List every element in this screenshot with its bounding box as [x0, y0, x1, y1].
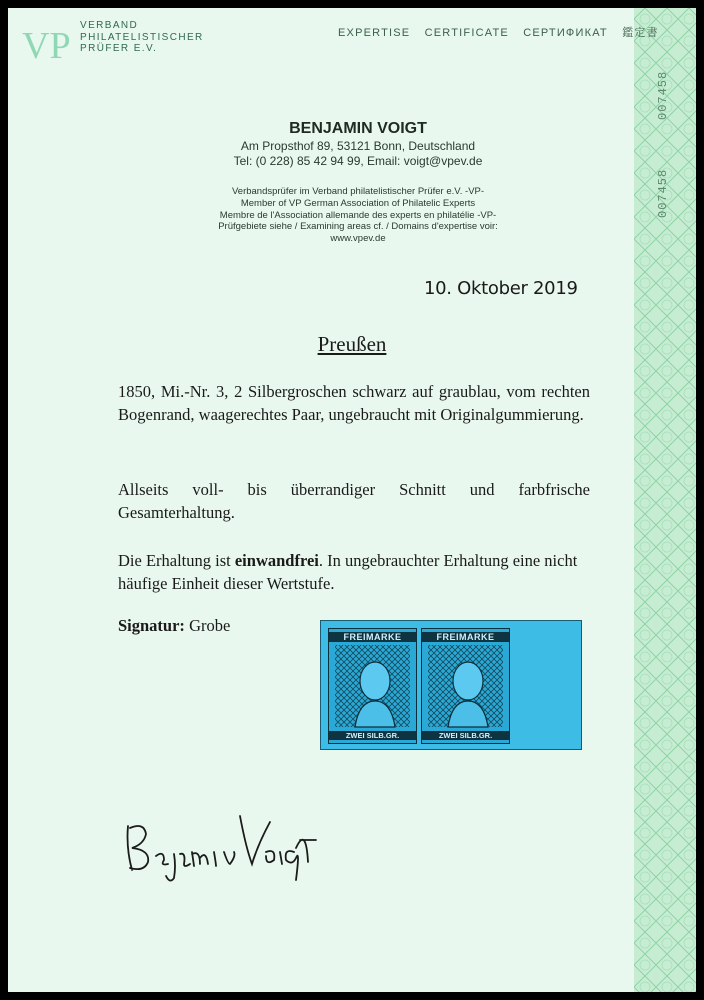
guilloche-strip — [634, 8, 696, 992]
stamp-left — [328, 628, 417, 744]
certificate-titles — [338, 24, 669, 40]
membership-block — [158, 186, 558, 245]
assessment-text: Die Erhaltung ist — [118, 551, 235, 570]
vp-logo — [20, 22, 76, 66]
vp-logo-text: VP — [22, 25, 71, 66]
assessment-paragraph — [118, 549, 590, 595]
title-expertise: EXPERTISE — [338, 27, 411, 39]
examiner-address: Am Propsthof 89, 53121 Bonn, Deutschland — [240, 139, 476, 153]
verband-line-1: VERBAND — [80, 20, 139, 31]
stamp-right — [421, 628, 510, 744]
verband-name — [80, 20, 204, 55]
title-sertifikat: СЕРТИФИКАТ — [523, 27, 608, 39]
guilloche-pattern — [634, 8, 696, 992]
signatur-value: Grobe — [189, 616, 231, 635]
stamp-pair-image — [320, 620, 582, 750]
assessment-bold: einwandfrei — [234, 551, 319, 570]
signatur-label: Signatur: — [118, 616, 185, 635]
membership-line: Member of VP German Association of Philatelic Experts — [240, 197, 476, 209]
stamp-top-label: FREIMARKE — [422, 632, 509, 642]
examiner-name: BENJAMIN VOIGT — [289, 120, 427, 137]
certificate-sheet — [8, 8, 696, 992]
examiner-contact: Tel: (0 228) 85 42 94 99, Email: voigt@vpev.de — [233, 154, 483, 168]
handwritten-signature — [120, 808, 320, 884]
description-paragraph: 1850, Mi.-Nr. 3, 2 Silbergroschen schwarz auf graublau, vom rechten Bogenrand, waagerechtes Paar, ungebraucht mit Originalgummierung. — [118, 382, 590, 424]
signatur-line — [118, 616, 230, 636]
stamp-bottom-label: ZWEI SILB.GR. — [329, 731, 416, 740]
condition-paragraph: Allseits voll- bis überrandiger Schnitt und farbfrische Gesamterhaltung. — [118, 480, 590, 522]
verband-line-3: PRÜFER E.V. — [80, 43, 158, 54]
verband-line-2: PHILATELISTISCHER — [80, 31, 204, 43]
portrait-icon — [329, 629, 416, 743]
membership-line: Membre de l'Association allemande des experts en philatélie -VP- — [219, 209, 497, 221]
title-certificate: CERTIFICATE — [424, 27, 509, 39]
examiner-block — [158, 119, 558, 169]
membership-line: Verbandsprüfer im Verband philatelistischer Prüfer e.V. -VP- — [231, 186, 485, 197]
serial-number-top: 007458 — [656, 70, 670, 120]
certificate-heading: Preußen — [317, 332, 387, 356]
membership-line: Prüfgebiete siehe / Examining areas cf. / Domains d'expertise voir: — [218, 221, 498, 233]
portrait-icon — [422, 629, 509, 743]
membership-website: www.vpev.de — [330, 233, 386, 245]
stamp-top-label: FREIMARKE — [329, 632, 416, 642]
stamp-bottom-label: ZWEI SILB.GR. — [422, 731, 509, 740]
assessment-text: . In ungebrauchter Erhaltung eine nicht häufige Einheit dieser Wertstufe. — [118, 551, 578, 593]
serial-number-bottom: 007458 — [656, 168, 670, 218]
certificate-date: 10. Oktober 2019 — [424, 278, 578, 299]
title-kanteisho: 鑑定書 — [622, 27, 659, 39]
